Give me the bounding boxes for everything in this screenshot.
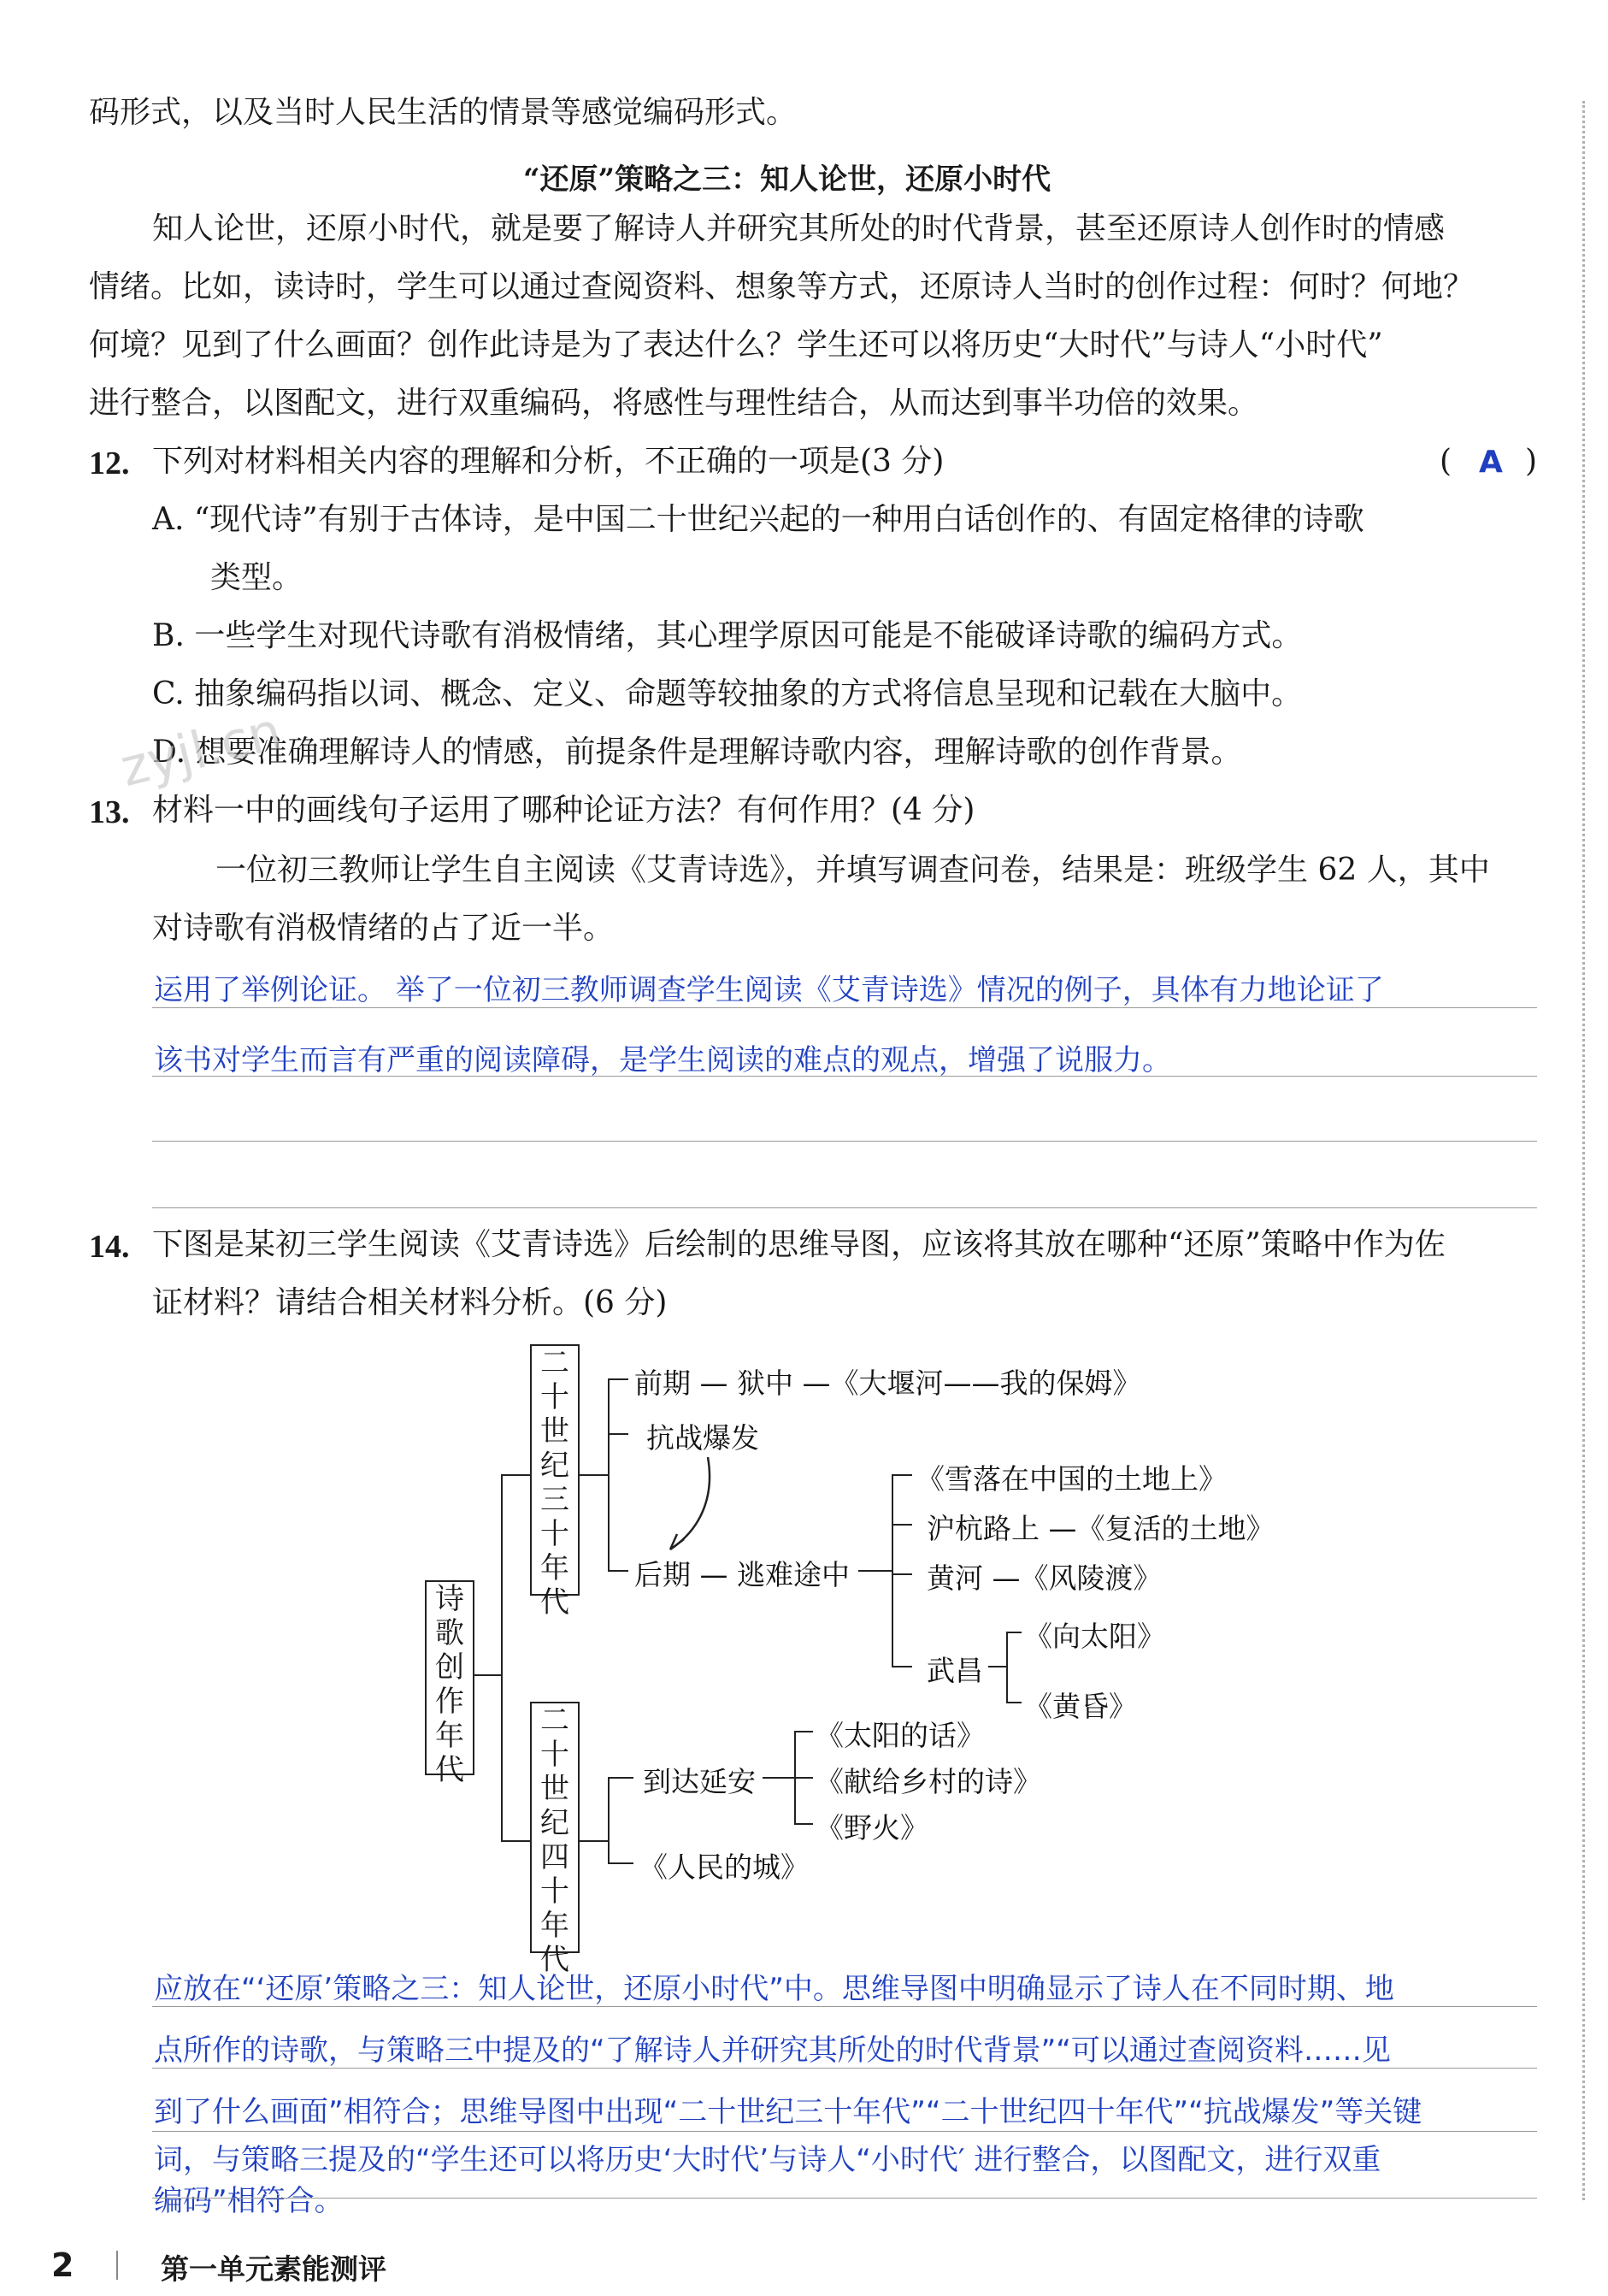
q12-answer: A xyxy=(1479,445,1503,480)
connector xyxy=(608,1378,628,1380)
mindmap-snow-poem: 《雪落在中国的土地上》 xyxy=(916,1462,1227,1496)
connector xyxy=(858,1570,892,1572)
era-char: 十 xyxy=(540,1517,569,1551)
connector xyxy=(794,1823,813,1825)
footer-title: 第一单元素能测评 xyxy=(161,2252,386,2286)
answer-rule xyxy=(152,1076,1537,1077)
q12-bracket-open: ( xyxy=(1440,444,1452,479)
era-char: 四 xyxy=(540,1840,569,1874)
connector xyxy=(892,1474,893,1667)
watermark: zyjl.cn xyxy=(115,701,288,799)
q12-option-a-cont: 类型。 xyxy=(210,560,303,595)
era-char: 年 xyxy=(540,1551,569,1585)
era-char: 纪 xyxy=(540,1449,569,1483)
q14-stem-line-1: 下图是某初三学生阅读《艾青诗选》后绘制的思维导图，应该将其放在哪种“还原”策略中作为佐 xyxy=(152,1227,1446,1262)
q13-quote-line-2: 对诗歌有消极情绪的占了近一半。 xyxy=(152,911,615,946)
mindmap-root-char: 作 xyxy=(435,1685,464,1719)
connector xyxy=(608,1862,633,1864)
connector xyxy=(892,1474,912,1476)
connector xyxy=(763,1777,795,1779)
mindmap-early-period: 前期 — 狱中 —《大堰河——我的保姆》 xyxy=(634,1366,1141,1400)
era-char: 三 xyxy=(540,1483,569,1517)
q13-stem: 材料一中的画线句子运用了哪种论证方法？有何作用？(4 分) xyxy=(152,793,975,828)
q14-answer-line-3: 到了什么画面”相符合；思维导图中出现“二十世纪三十年代”“二十世纪四十年代”“抗战爆发”等关键 xyxy=(154,2095,1422,2129)
curved-arrow-icon xyxy=(658,1454,727,1556)
q14-answer-line-2: 点所作的诗歌，与策略三中提及的“了解诗人并研究其所处的时代背景”“可以通过查阅资料……见 xyxy=(154,2033,1391,2068)
answer-rule xyxy=(152,1207,1537,1208)
mindmap-peoples-city: 《人民的城》 xyxy=(639,1850,809,1884)
footer-divider xyxy=(116,2251,118,2280)
mindmap-war-outbreak: 抗战爆发 xyxy=(646,1421,759,1455)
page-edge-dotted-line xyxy=(1582,101,1585,2200)
q12-stem: 下列对材料相关内容的理解和分析，不正确的一项是(3 分) xyxy=(152,444,945,479)
answer-rule xyxy=(152,1007,1537,1008)
mindmap-root-char: 歌 xyxy=(435,1616,464,1650)
mindmap-to-the-sun: 《向太阳》 xyxy=(1024,1620,1165,1653)
answer-rule xyxy=(152,1141,1537,1142)
mindmap-yellow-river: 黄河 —《风陵渡》 xyxy=(927,1561,1162,1595)
mindmap-root-char: 代 xyxy=(435,1753,464,1787)
intro-line: 码形式，以及当时人民生活的情景等感觉编码形式。 xyxy=(89,95,798,130)
answer-rule xyxy=(152,2198,1537,2199)
era-char: 代 xyxy=(540,1585,569,1620)
mindmap-root-char: 年 xyxy=(435,1719,464,1753)
strategy3-line-2: 情绪。比如，读诗时，学生可以通过查阅资料、想象等方式，还原诗人当时的创作过程：何时？何地？ xyxy=(89,269,1475,304)
connector xyxy=(501,1474,503,1842)
connector xyxy=(1006,1632,1022,1633)
q14-number: 14. xyxy=(89,1229,130,1265)
answer-rule xyxy=(152,2006,1537,2007)
connector xyxy=(1006,1702,1022,1703)
q13-number: 13. xyxy=(89,794,130,830)
mindmap-era-1930s-box xyxy=(530,1344,580,1620)
mindmap-root-box xyxy=(425,1580,474,1787)
era-char: 纪 xyxy=(540,1806,569,1840)
connector xyxy=(892,1524,912,1526)
mindmap-village-poem: 《献给乡村的诗》 xyxy=(816,1765,1041,1798)
era-char: 世 xyxy=(540,1414,569,1449)
q12-bracket-close: ) xyxy=(1525,444,1538,479)
connector xyxy=(578,1474,609,1476)
connector xyxy=(473,1674,502,1676)
q12-option-b: B. 一些学生对现代诗歌有消极情绪，其心理学原因可能是不能破译诗歌的编码方式。 xyxy=(152,618,1303,653)
connector xyxy=(501,1840,530,1842)
strategy3-line-3: 何境？见到了什么画面？创作此诗是为了表达什么？学生还可以将历史“大时代”与诗人“小时代” xyxy=(89,328,1383,363)
q13-quote-line-1: 一位初三教师让学生自主阅读《艾青诗选》，并填写调查问卷，结果是：班级学生 62 人，其中 xyxy=(215,853,1490,888)
connector xyxy=(988,1666,1007,1667)
era-char: 十 xyxy=(540,1380,569,1414)
strategy3-line-1: 知人论世，还原小时代，就是要了解诗人并研究其所处的时代背景，甚至还原诗人创作时的情感 xyxy=(152,211,1446,246)
q14-answer-line-4: 词，与策略三提及的“学生还可以将历史‘大时代’与诗人“小时代′ 进行整合，以图配文，进行双重 xyxy=(154,2143,1381,2177)
strategy3-heading: “还原”策略之三：知人论世，还原小时代 xyxy=(523,162,1051,197)
era-char: 世 xyxy=(540,1772,569,1806)
q13-answer-line-2: 该书对学生而言有严重的阅读障碍，是学生阅读的难点的观点，增强了说服力。 xyxy=(154,1043,1171,1077)
mindmap-late-period: 后期 — 逃难途中 xyxy=(634,1558,850,1591)
page-number: 2 xyxy=(51,2246,74,2284)
strategy3-line-4: 进行整合，以图配文，进行双重编码，将感性与理性结合，从而达到事半功倍的效果。 xyxy=(89,386,1259,421)
connector xyxy=(608,1777,610,1864)
connector xyxy=(892,1573,912,1575)
mindmap-wuchang: 武昌 xyxy=(927,1654,983,1687)
connector xyxy=(794,1777,813,1779)
mindmap-arrive-yanan: 到达延安 xyxy=(643,1765,756,1798)
q13-answer-line-1: 运用了举例论证。 举了一位初三教师调查学生阅读《艾青诗选》情况的例子，具体有力地论证了 xyxy=(154,973,1384,1007)
answer-rule xyxy=(152,2131,1537,2132)
connector xyxy=(501,1474,530,1476)
connector xyxy=(578,1840,609,1842)
q14-answer-line-5: 编码”相符合。 xyxy=(154,2184,344,2218)
era-char: 二 xyxy=(540,1703,569,1738)
era-char: 十 xyxy=(540,1738,569,1772)
q12-option-a: A. “现代诗”有别于古体诗，是中国二十世纪兴起的一种用白话创作的、有固定格律的诗歌 xyxy=(152,502,1364,537)
mindmap-wildfire: 《野火》 xyxy=(816,1811,928,1844)
connector xyxy=(608,1570,628,1572)
q12-option-d: D. 想要准确理解诗人的情感，前提条件是理解诗歌内容，理解诗歌的创作背景。 xyxy=(152,735,1242,770)
connector xyxy=(608,1777,633,1779)
q14-answer-line-1: 应放在“‘还原’策略之三：知人论世，还原小时代”中。思维导图中明确显示了诗人在不同时期、地 xyxy=(154,1972,1394,2006)
connector xyxy=(892,1666,912,1667)
answer-rule xyxy=(152,2068,1537,2069)
mindmap-huhang-road: 沪杭路上 —《复活的土地》 xyxy=(927,1512,1275,1545)
q14-stem-line-2: 证材料？请结合相关材料分析。(6 分) xyxy=(152,1285,668,1320)
era-char: 二 xyxy=(540,1346,569,1380)
q12-option-c: C. 抽象编码指以词、概念、定义、命题等较抽象的方式将信息呈现和记载在大脑中。 xyxy=(152,676,1303,711)
era-char: 年 xyxy=(540,1909,569,1943)
mindmap-root-char: 诗 xyxy=(435,1582,464,1616)
connector xyxy=(608,1378,610,1572)
connector xyxy=(794,1731,813,1732)
connector xyxy=(1006,1632,1008,1703)
mindmap-sun-words: 《太阳的话》 xyxy=(816,1719,985,1752)
q12-number: 12. xyxy=(89,446,130,481)
connector xyxy=(608,1433,628,1435)
mindmap-root-char: 创 xyxy=(435,1650,464,1685)
era-char: 代 xyxy=(540,1943,569,1977)
era-char: 十 xyxy=(540,1874,569,1909)
mindmap-dusk: 《黄昏》 xyxy=(1024,1690,1137,1723)
mindmap-era-1940s-box xyxy=(530,1702,580,1977)
